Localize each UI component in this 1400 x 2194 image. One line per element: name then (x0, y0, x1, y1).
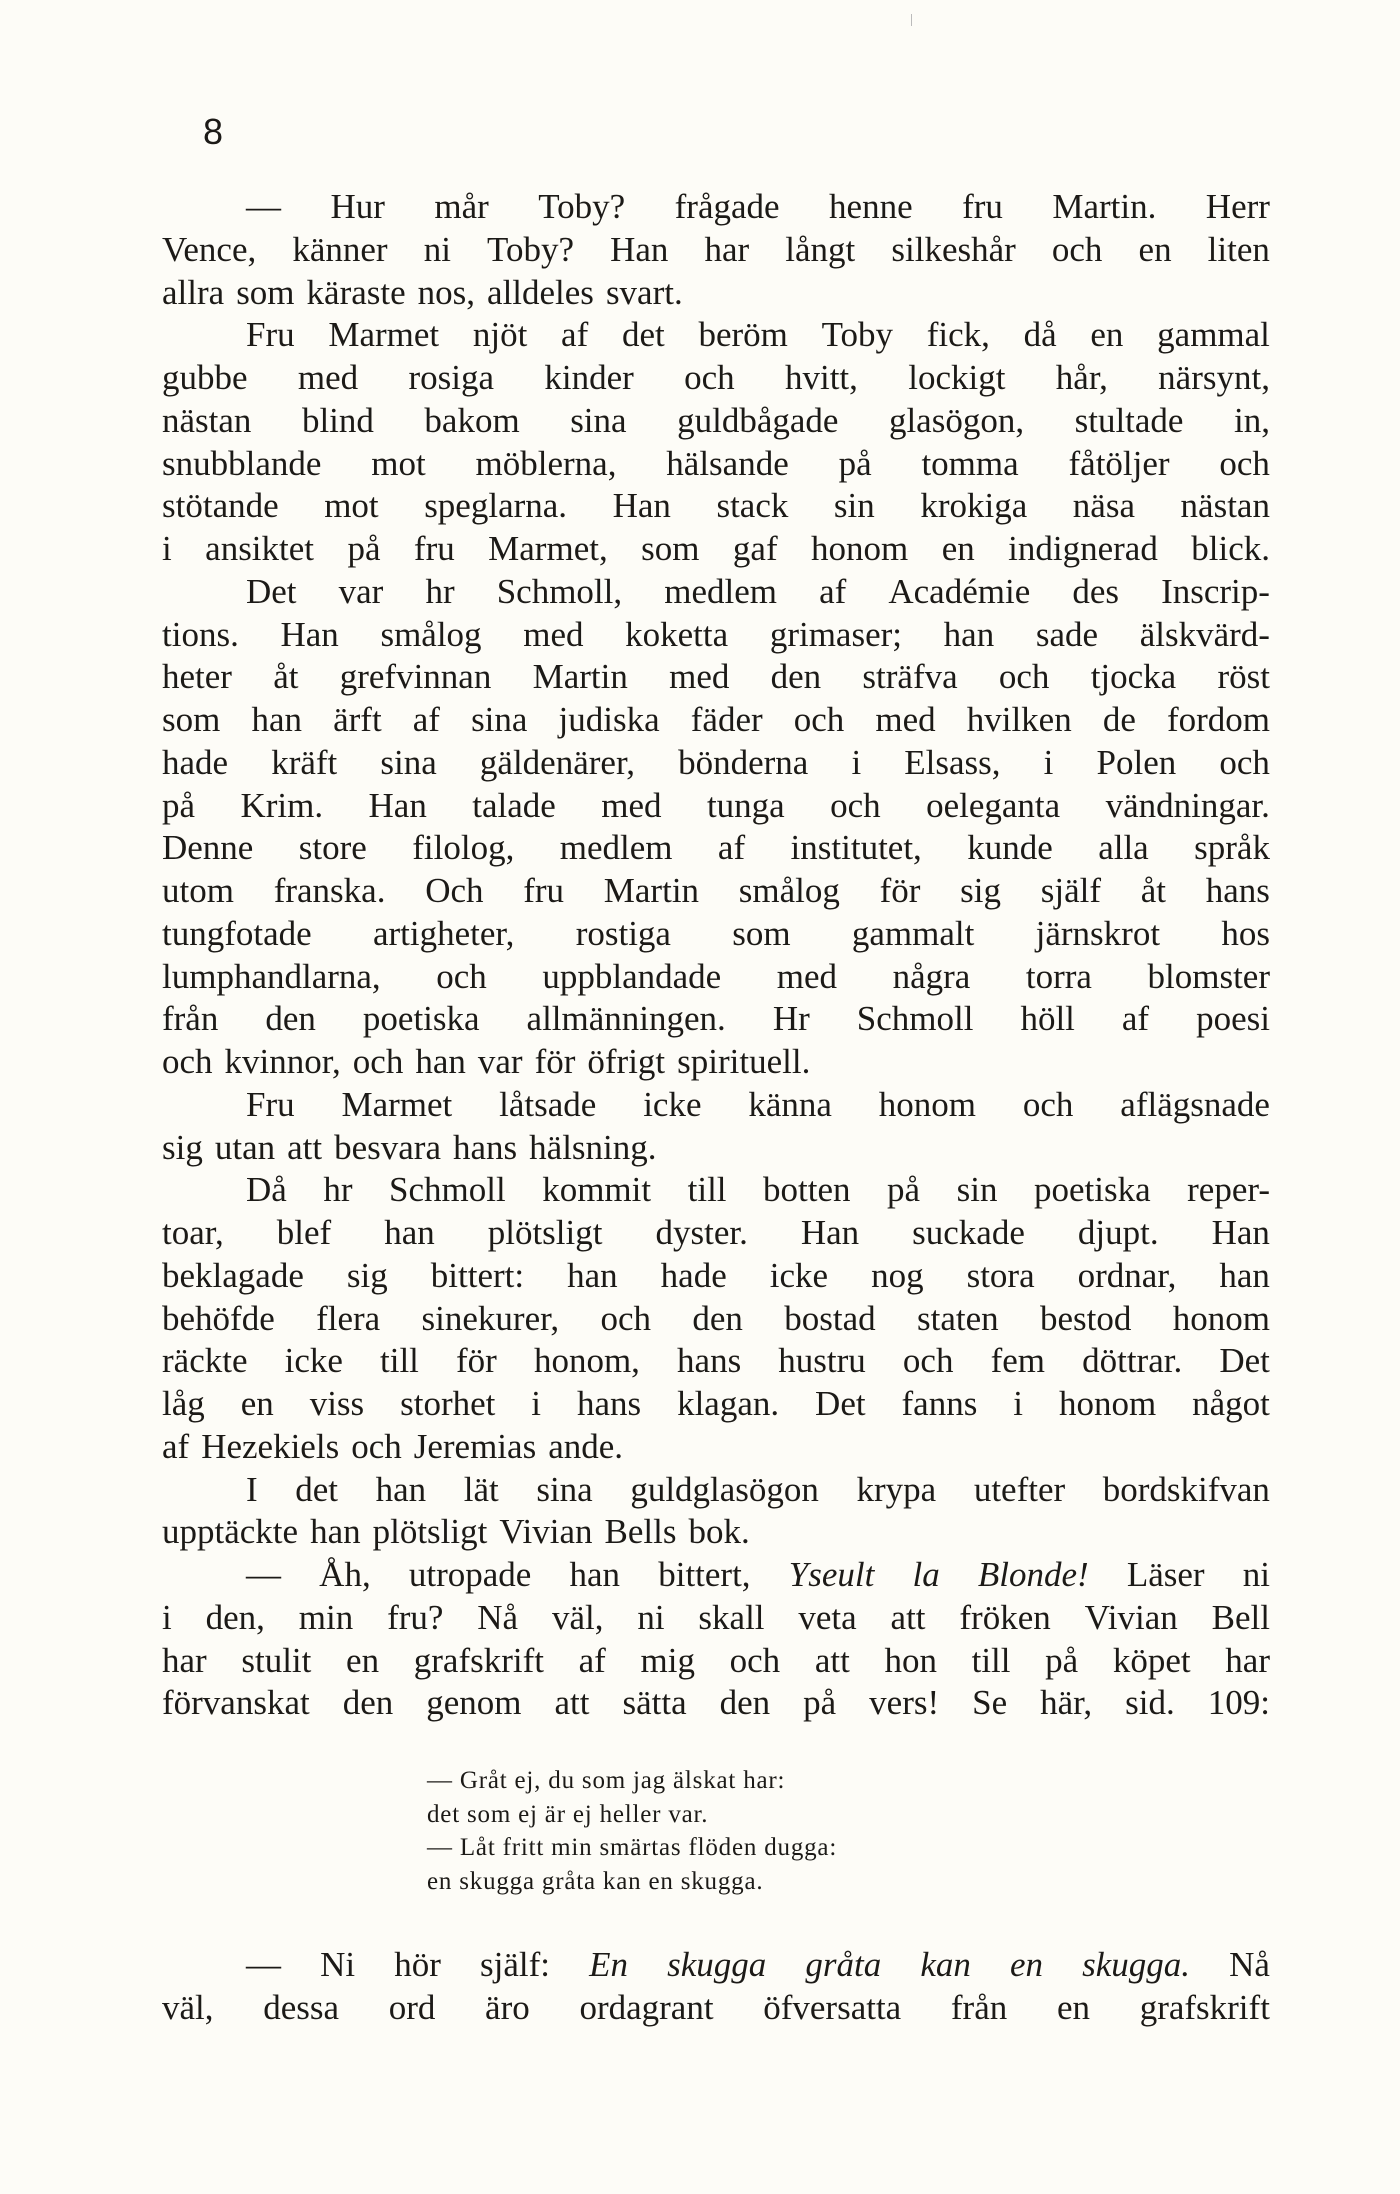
text-line: sig utan att besvara hans hälsning. (162, 1127, 657, 1167)
text-line: tungfotade artigheter, rostiga som gammalt järnskrot hos (162, 913, 1270, 953)
text-line: på Krim. Han talade med tunga och oeleganta vändningar. (162, 785, 1270, 825)
text-line: Denne store filolog, medlem af institutet, kunde alla språk (162, 828, 1270, 868)
text-line: Det var hr Schmoll, medlem af Académie des Inscrip- (246, 571, 1270, 611)
epitaph-verse (427, 1764, 1147, 1898)
body-text-continued (162, 1944, 1270, 2030)
text-line: nästan blind bakom sina guldbågade glasögon, stultade in, (162, 400, 1270, 440)
text-line: Vence, känner ni Toby? Han har långt silkeshår och en liten (162, 229, 1270, 269)
text-line: toar, blef han plötsligt dyster. Han suckade djupt. Han (162, 1213, 1270, 1252)
text-line: behöfde flera sinekurer, och den bostad staten bestod honom (162, 1298, 1270, 1338)
text-line: snubblande mot möblerna, hälsande på tomma fåtöljer och (162, 443, 1270, 483)
text-line: lumphandlarna, och uppblandade med några torra blomster (162, 956, 1270, 996)
text-line: utom franska. Och fru Martin smålog för sig själf åt hans (162, 871, 1270, 910)
text-line: heter åt grefvinnan Martin med den sträfva och tjocka röst (162, 657, 1270, 697)
text-line: — Hur mår Toby? frågade henne fru Martin. Herr (246, 187, 1270, 226)
text-line: Fru Marmet låtsade icke känna honom och aflägsnade (246, 1084, 1270, 1124)
text-line: i den, min fru? Nå väl, ni skall veta att fröken Vivian Bell (162, 1597, 1270, 1637)
text-line: beklagade sig bittert: han hade icke nog stora ordnar, han (162, 1255, 1270, 1295)
text-line: — Ni hör själf: En skugga gråta kan en skugga. Nå (246, 1945, 1270, 1984)
scan-artifact (911, 14, 912, 26)
text-line: af Hezekiels och Jeremias ande. (162, 1426, 624, 1466)
text-line: och kvinnor, och han var för öfrigt spirituell. (162, 1042, 811, 1081)
text-line: i ansiktet på fru Marmet, som gaf honom en indignerad blick. (162, 529, 1270, 568)
text-line: Då hr Schmoll kommit till botten på sin poetiska reper- (246, 1170, 1270, 1210)
text-line: hade kräft sina gäldenärer, bönderna i Elsass, i Polen och (162, 742, 1270, 782)
text-line: låg en viss storhet i hans klagan. Det fanns i honom något (162, 1384, 1270, 1423)
text-line: Fru Marmet njöt af det beröm Toby fick, då en gammal (246, 315, 1270, 355)
text-line: från den poetiska allmänningen. Hr Schmoll höll af poesi (162, 999, 1270, 1039)
text-line: räckte icke till för honom, hans hustru och fem döttrar. Det (162, 1341, 1270, 1381)
verse-line: en skugga gråta kan en skugga. (427, 1867, 764, 1895)
verse-line: det som ej är ej heller var. (427, 1800, 709, 1828)
text-line: förvanskat den genom att sätta den på vers! Se här, sid. 109: (162, 1683, 1270, 1723)
text-line: stötande mot speglarna. Han stack sin krokiga näsa nästan (162, 486, 1270, 526)
verse-line: — Låt fritt min smärtas flöden dugga: (427, 1834, 838, 1861)
text-line: — Åh, utropade han bittert, Yseult la Blonde! Läser ni (246, 1555, 1270, 1594)
verse-line: — Gråt ej, du som jag älskat har: (427, 1767, 786, 1794)
text-line: tions. Han smålog med koketta grimaser; han sade älskvärd- (162, 614, 1270, 654)
text-line: allra som käraste nos, alldeles svart. (162, 272, 683, 312)
text-line: gubbe med rosiga kinder och hvitt, lockigt hår, närsynt, (162, 358, 1270, 397)
text-line: har stulit en grafskrift af mig och att hon till på köpet har (162, 1640, 1270, 1680)
text-line: väl, dessa ord äro ordagrant öfversatta från en grafskrift (162, 1987, 1270, 2027)
page-number: 8 (203, 111, 224, 152)
body-text (162, 186, 1270, 1725)
text-line: I det han lät sina guldglasögon krypa utefter bordskifvan (246, 1469, 1270, 1509)
text-line: som han ärft af sina judiska fäder och med hvilken de fordom (162, 700, 1270, 739)
text-line: upptäckte han plötsligt Vivian Bells bok. (162, 1512, 750, 1552)
